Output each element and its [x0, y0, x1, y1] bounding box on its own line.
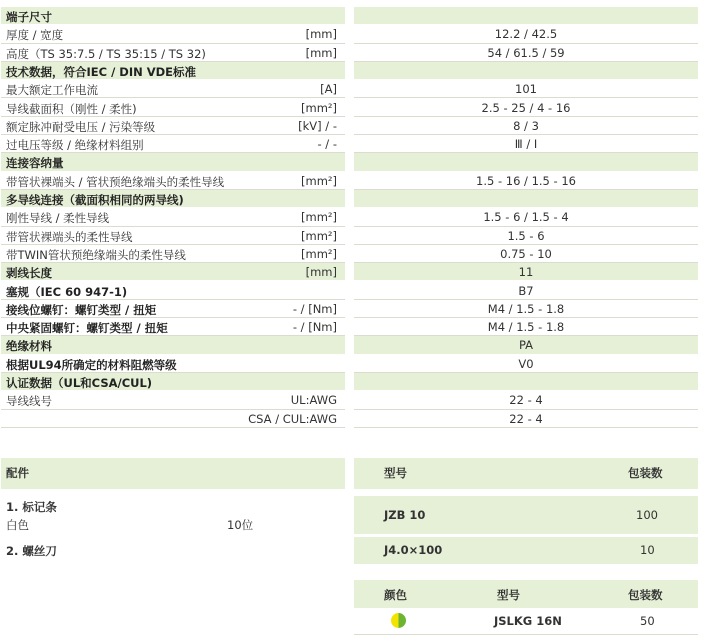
spec-section-title: 端子尺寸: [6, 10, 52, 24]
spec-value-cell: [354, 7, 698, 25]
spec-section-title: 技术数据，符合IEC / DIN VDE标准: [6, 64, 197, 79]
yellow-green-dot-icon: [391, 613, 406, 628]
spec-value: 11: [518, 265, 534, 280]
spec-label-cell: [1, 208, 345, 226]
spec-unit: - / [Nm]: [292, 320, 337, 335]
spec-unit: [mm²]: [301, 173, 337, 188]
spec-label-cell: [1, 300, 345, 318]
spec-value: Ⅲ / Ⅰ: [514, 137, 538, 152]
spec-label-cell: [1, 263, 345, 281]
spec-value: 8 / 3: [513, 118, 539, 133]
spec-value-cell: [354, 355, 698, 373]
table2-pack: 50: [640, 614, 655, 628]
spec-label: 导线截面积（刚性 / 柔性): [6, 101, 137, 116]
spec-label: 高度（TS 35:7.5 / TS 35:15 / TS 32): [6, 46, 206, 61]
spec-value-cell: [354, 282, 698, 300]
spec-value-cell: [354, 190, 698, 208]
table1-col-pack: 包装数: [628, 466, 663, 480]
table2-col-color: 颜色: [384, 588, 407, 602]
spec-unit: - / -: [317, 137, 337, 152]
marker-strip-color: 白色: [6, 518, 29, 532]
spec-unit: [mm]: [305, 45, 337, 60]
spec-value: 1.5 - 16 / 1.5 - 16: [476, 173, 576, 188]
spec-section-row: [0, 7, 703, 25]
spec-row: [0, 135, 703, 153]
spec-unit: [mm]: [305, 265, 337, 280]
table2-model: JSLKG 16N: [494, 614, 562, 628]
spec-row: [0, 117, 703, 135]
spec-label-cell: [1, 282, 345, 300]
spec-label-cell: [1, 373, 345, 391]
spec-label-cell: [1, 172, 345, 190]
spec-value: 22 - 4: [509, 393, 543, 408]
spec-label-cell: [1, 190, 345, 208]
spec-section-row: [0, 153, 703, 171]
spec-value: B7: [518, 283, 534, 298]
spec-unit: [mm]: [305, 27, 337, 42]
spec-value-cell: [354, 62, 698, 80]
spec-value-cell: [354, 410, 698, 428]
spec-row: [0, 25, 703, 43]
spec-unit: [kV] / -: [298, 118, 337, 133]
spec-label: 导线线号: [6, 394, 52, 409]
spec-unit: [mm²]: [301, 246, 337, 261]
spec-value-cell: [354, 373, 698, 391]
spec-label: 过电压等级 / 绝缘材料组别: [6, 138, 144, 153]
spec-value-cell: [354, 318, 698, 336]
spec-section-title: 连接容纳量: [6, 156, 64, 171]
spec-section-row: [0, 62, 703, 80]
spec-value: 101: [515, 82, 537, 97]
spec-value-cell: [354, 245, 698, 263]
spec-value-cell: [354, 391, 698, 409]
spec-row: [0, 80, 703, 98]
spec-unit: [mm²]: [301, 100, 337, 115]
table2-col-model: 型号: [497, 588, 520, 602]
marker-strip-positions: 10位: [227, 518, 254, 532]
table1-pack-1: 100: [636, 508, 658, 522]
spec-value-cell: [354, 208, 698, 226]
table1-pack-2: 10: [640, 543, 655, 557]
spec-label-cell: [1, 318, 345, 336]
spec-row: [0, 410, 703, 428]
spec-label-cell: [1, 227, 345, 245]
spec-value: 22 - 4: [509, 411, 543, 426]
table1-model-1: JZB 10: [384, 508, 426, 522]
spec-section-row: [0, 190, 703, 208]
table1-col-model: 型号: [384, 466, 407, 480]
spec-label-cell: [1, 25, 345, 43]
spec-section-title: 认证数据（UL和CSA/CUL): [6, 376, 153, 390]
spec-section-title: 绝缘材料: [6, 339, 52, 354]
spec-label-cell: [1, 336, 345, 354]
spec-section-row: [0, 373, 703, 391]
spec-value: 0.75 - 10: [500, 246, 552, 261]
spec-row: [0, 355, 703, 373]
spec-label-cell: [1, 355, 345, 373]
spec-label-cell: [1, 117, 345, 135]
spec-unit: UL:AWG: [290, 393, 337, 408]
spec-label: 带管状裸端头 / 管状预绝缘端头的柔性导线: [6, 174, 225, 189]
spec-value-cell: [354, 25, 698, 43]
spec-value-cell: [354, 80, 698, 98]
spec-value: 12.2 / 42.5: [494, 27, 558, 42]
spec-row: [0, 99, 703, 117]
spec-unit: - / [Nm]: [292, 301, 337, 316]
spec-value-cell: [354, 227, 698, 245]
spec-section-row: [0, 263, 703, 281]
table2-col-pack: 包装数: [628, 588, 663, 602]
spec-value-cell: [354, 153, 698, 171]
spec-label-cell: [1, 153, 345, 171]
spec-value-cell: [354, 44, 698, 62]
screwdriver-title: 2. 螺丝刀: [6, 544, 57, 558]
spec-row: [0, 300, 703, 318]
spec-row: [0, 44, 703, 62]
spec-value-cell: [354, 99, 698, 117]
spec-row: [0, 245, 703, 263]
spec-label: 带管状裸端头的柔性导线: [6, 229, 133, 244]
spec-unit: CSA / CUL:AWG: [248, 411, 337, 426]
spec-row: [0, 208, 703, 226]
spec-label-cell: [1, 410, 345, 428]
spec-section-title: 多导线连接（截面积相同的两导线): [6, 193, 184, 207]
spec-label: 额定脉冲耐受电压 / 污染等级: [6, 119, 156, 134]
accessories-title: 配件: [6, 466, 29, 480]
spec-label-cell: [1, 99, 345, 117]
spec-label: 最大额定工作电流: [6, 83, 98, 98]
spec-value: V0: [518, 356, 534, 371]
spec-label: 塞规（IEC 60 947-1): [6, 284, 128, 299]
spec-label-cell: [1, 391, 345, 409]
spec-section-row: [0, 336, 703, 354]
spec-value: M4 / 1.5 - 1.8: [487, 301, 565, 316]
spec-label: 接线位螺钉：螺钉类型 / 扭矩: [6, 302, 157, 317]
spec-label: 刚性导线 / 柔性导线: [6, 211, 110, 226]
spec-row: [0, 172, 703, 190]
spec-label-cell: [1, 135, 345, 153]
spec-row: [0, 227, 703, 245]
spec-label-cell: [1, 7, 345, 25]
spec-value: 1.5 - 6 / 1.5 - 4: [483, 210, 569, 225]
spec-value: PA: [518, 338, 534, 353]
spec-label: 中央紧固螺钉：螺钉类型 / 扭矩: [6, 321, 168, 336]
spec-label: 带TWIN管状预绝缘端头的柔性导线: [6, 247, 186, 262]
spec-label-cell: [1, 62, 345, 80]
spec-label-cell: [1, 44, 345, 62]
spec-label: 厚度 / 宽度: [6, 28, 64, 43]
spec-value-cell: [354, 172, 698, 190]
spec-section-title: 剥线长度: [6, 266, 52, 281]
spec-value-cell: [354, 117, 698, 135]
accessories-header-bar: [1, 458, 345, 489]
spec-value: 2.5 - 25 / 4 - 16: [481, 100, 571, 115]
spec-value-cell: [354, 300, 698, 318]
spec-value: M4 / 1.5 - 1.8: [487, 320, 565, 335]
spec-value-cell: [354, 263, 698, 281]
spec-unit: [mm²]: [301, 210, 337, 225]
spec-value: 54 / 61.5 / 59: [487, 45, 565, 60]
table1-model-2: J4.0×100: [384, 543, 443, 557]
spec-label: 根据UL94所确定的材料阻燃等级: [6, 357, 177, 372]
spec-label-cell: [1, 245, 345, 263]
spec-value-cell: [354, 135, 698, 153]
spec-value-cell: [354, 336, 698, 354]
spec-row: [0, 391, 703, 409]
spec-row: [0, 282, 703, 300]
spec-row: [0, 318, 703, 336]
marker-strip-title: 1. 标记条: [6, 500, 57, 514]
spec-unit: [mm²]: [301, 228, 337, 243]
spec-label-cell: [1, 80, 345, 98]
spec-value: 1.5 - 6: [507, 228, 545, 243]
spec-unit: [A]: [320, 82, 337, 97]
